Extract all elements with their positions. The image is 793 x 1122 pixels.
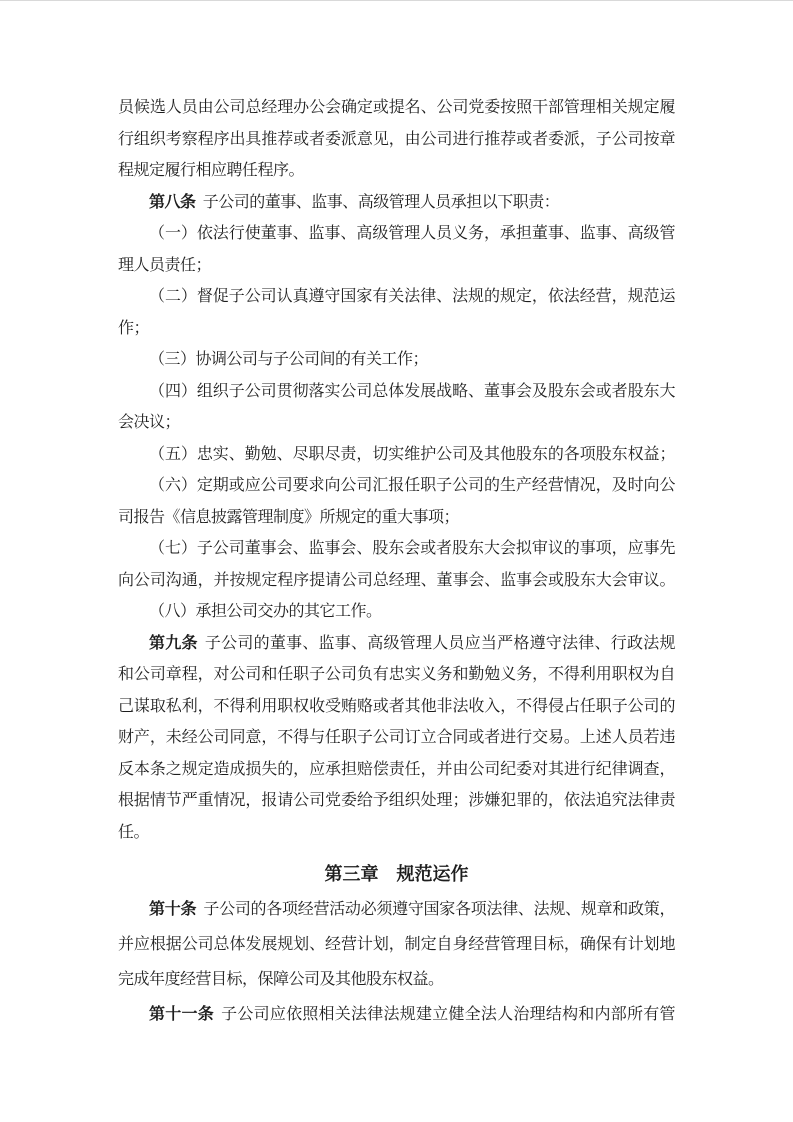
text-line: （二）督促子公司认真遵守国家有关法律、法规的规定，依法经营，规范运 (149, 288, 675, 305)
text-line: 司报告《信息披露管理制度》所规定的重大事项； (118, 508, 460, 526)
text-line: 财产，未经公司同意，不得与任职子公司订立合同或者进行交易。上述人员若违 (118, 729, 675, 746)
text-line: 完成年度经营目标，保障公司及其他股东权益。 (118, 971, 444, 988)
text-line: （三）协调公司与子公司间的有关工作； (149, 351, 429, 368)
text-line: 并应根据公司总体发展规划、经营计划，制定自身经营管理目标，确保有计划地 (118, 936, 675, 953)
article-number: 第九条 (149, 634, 198, 652)
article-number: 第八条 (149, 193, 196, 211)
text-line: 己谋取私利，不得利用职权收受贿赂或者其他非法收入，不得侵占任职子公司的 (118, 697, 675, 715)
text-line: 反本条之规定造成损失的，应承担赔偿责任，并由公司纪委对其进行纪律调查， (118, 760, 675, 778)
article-line: 第八条 子公司的董事、监事、高级管理人员承担以下职责： (149, 193, 560, 211)
text-line: （八）承担公司交办的其它工作。 (149, 603, 382, 620)
chapter-heading: 第三章 规范运作 (324, 864, 469, 884)
text-line: 员候选人员由公司总经理办公会确定或提名、公司党委按照干部管理相关规定履 (118, 99, 675, 116)
text-line: （一）依法行使董事、监事、高级管理人员义务，承担董事、监事、高级管 (149, 225, 675, 242)
text-line: 理人员责任； (118, 256, 212, 274)
text-line: 会决议； (118, 414, 181, 431)
text-line: （四）组织子公司贯彻落实公司总体发展战略、董事会及股东会或者股东大 (149, 382, 675, 400)
article-line: 第九条 子公司的董事、监事、高级管理人员应当严格遵守法律、行政法规 (149, 634, 675, 652)
article-number: 第十条 (149, 901, 197, 918)
article-number: 第十一条 (149, 1006, 214, 1023)
text-line: 和公司章程，对公司和任职子公司负有忠实义务和勤勉义务，不得利用职权为自 (118, 666, 675, 683)
text-line: 作； (118, 319, 150, 337)
text-line: （七）子公司董事会、监事会、股东会或者股东大会拟审议的事项，应事先 (149, 540, 675, 557)
text-line: 程规定履行相应聘任程序。 (118, 162, 305, 179)
article-line: 第十条 子公司的各项经营活动必须遵守国家各项法律、法规、规章和政策， (149, 901, 675, 918)
text-line: 行组织考察程序出具推荐或者委派意见，由公司进行推荐或者委派，子公司按章 (118, 130, 675, 148)
article-line: 第十一条 子公司应依照相关法律法规建立健全法人治理结构和内部所有管 (149, 1006, 675, 1023)
text-line: 根据情节严重情况，报请公司党委给予组织处理；涉嫌犯罪的，依法追究法律责 (118, 792, 675, 809)
text-line: （六）定期或应公司要求向公司汇报任职子公司的生产经营情况，及时向公 (149, 477, 675, 494)
text-line: 向公司沟通，并按规定程序提请公司总经理、董事会、监事会或股东大会审议。 (118, 571, 675, 589)
text-line: 任。 (118, 823, 150, 841)
text-line: （五）忠实、勤勉、尽职尽责，切实维护公司及其他股东的各项股东权益； (149, 445, 675, 463)
